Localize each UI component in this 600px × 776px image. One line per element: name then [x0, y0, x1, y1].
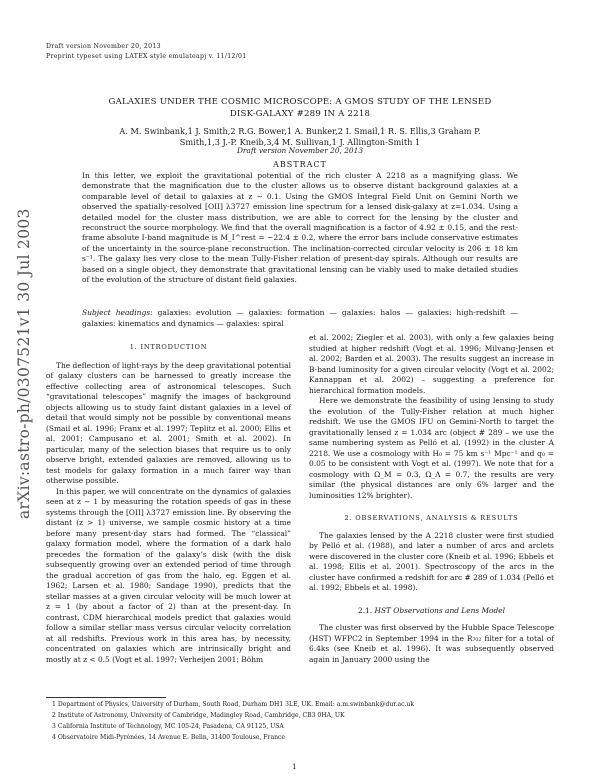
hst-subsection-number: 2.1.	[358, 605, 373, 615]
paper-title: GALAXIES UNDER THE COSMIC MICROSCOPE: A GMOS STUDY OF THE LENSED DISK-GALAXY #289 IN A 2218	[108, 97, 492, 119]
subject-headings	[82, 308, 518, 329]
hst-subsection-heading	[309, 606, 554, 617]
abstract-heading: ABSTRACT	[273, 160, 327, 169]
intro-paragraph-2: In this paper, we will concentrate on the dynamics of galaxies seen at z ∼ 1 by measuring the rotation speeds of gas in these systems through the [OII] λ3727 emission line. By observing the distant (z > 1) universe, we sample cosmic history at a time before many present-day stars had formed. The “classical” galaxy formation model, where the formation of a dark halo precedes the formation of the galaxy’s disk (with the disk subsequently growing over an extended period of time through the gradual accretion of gas from the halo, eg. Eggen et al. 1962; Larsen et al. 1980; Sandage 1990), predicts that the stellar masses at a given circular velocity will be much lower at z = 1 (by about a factor of 2) than at the present-day. In contrast, CDM hierarchical models predict that galaxies would follow a similar stellar mass versus circular velocity correlation at all redshifts. Previous work in this area has, by necessity, concentrated on galaxies which are intrinsically bright and mostly at z < 0.5 (Vogt et al. 1997; Verheijen 2001; Böhm	[46, 486, 291, 664]
observations-heading: 2. OBSERVATIONS, ANALYSIS & RESULTS	[344, 514, 519, 522]
footnote-rule	[46, 697, 166, 698]
intro-paragraph-1: The deflection of light-rays by the deep gravitational potential of galaxy clusters can be harnessed to greatly increase the effective collecting area of astronomical telescopes. Such “gravitational telescopes” magnify the images of background objects allowing us to study faint distant galaxies in a level of detail that would simply not be possible by conventional means (Smail et al. 1996; Franx et al. 1997; Teplitz et al. 2000; Ellis et al. 2001; Campusano et al. 2001; Smith et al. 2002). In particular, many of the selection biases that require us to only observe bright, extended galaxies are removed, allowing us to test models for galaxy formation in a much fairer way than otherwise possible.	[46, 360, 291, 485]
footnote-3: 3 California Institute of Technology, MC 105-24, Pasadena, CA 91125, USA	[52, 723, 284, 730]
right-paragraph-2: Here we demonstrate the feasibility of using lensing to study the evolution of the Tully-Fisher relation at much higher redshift. We use the GMOS IFU on Gemini-North to target the gravitationally lensed z = 1.034 arc (object # 289 – we use the same numbering system as Pelló et al. (1992) in the cluster A 2218. We use a cosmology with H₀ = 75 km s⁻¹ Mpc⁻¹ and q₀ = 0.05 to be consistent with Vogt et al. (1997). We note that for a cosmology with Ω_M = 0.3, Ω_Λ = 0.7, the results are very similar (the physical distances are only 6% larger and the luminosities 12% brighter).	[309, 396, 554, 500]
author-list: A. M. Swinbank,1 J. Smith,2 R.G. Bower,1 A. Bunker,2 I. Smail,1 R. S. Ellis,3 Graham P. Smith,1,3 J.-P. Kneib,3,4 M. Sullivan,1 J. Allington-Smith 1	[119, 126, 481, 147]
subject-headings-list: galaxies: evolution — galaxies: formation — galaxies: halos — galaxies: high-redshift — galaxies: kinematics and dynamics — galaxies: spiral	[82, 308, 518, 328]
running-header-preprint: Preprint typeset using LATEX style emulateapj v. 11/12/01	[46, 53, 247, 60]
footnote-1: 1 Department of Physics, University of Durham, South Road, Durham DH1 3LE, UK. Email: a.m.swinbank@dur.ac.uk	[52, 701, 415, 708]
footnote-4: 4 Observatoire Midi-Pyrénées, 14 Avenue E. Belin, 31400 Toulouse, France	[52, 734, 286, 741]
arxiv-stamp[interactable]: arXiv:astro-ph/0307521v1 30 Jul 2003	[15, 208, 33, 519]
right-column	[309, 333, 554, 665]
subject-headings-label: Subject headings:	[82, 308, 153, 317]
draft-date: Draft version November 20, 2013	[236, 146, 364, 155]
running-header-draft: Draft version November 20, 2013	[46, 43, 161, 50]
left-column	[46, 342, 291, 665]
right-paragraph-1: et al. 2002; Ziegler et al. 2003), with only a few galaxies being studied at higher redshift (Vogt et al. 1996; Milvang-Jensen et al. 2002; Barden et al. 2003). The results suggest an increase in B-band luminosity for a given circular velocity (Vogt et al. 2002; Kannappan et al. 2002) – suggesting a preference for hierarchical formation models.	[309, 333, 554, 395]
observations-paragraph-1: The galaxies lensed by the A 2218 cluster were first studied by Pelló et al. (1988), and later a number of arcs and arclets were discovered in the cluster core (Kneib et al. 1996; Ebbels et al. 1998; Ellis et al. 2001). Spectroscopy of the arcs in the cluster have confirmed a redshift for arc # 289 of 1.034 (Pelló et al. 1992; Ebbels et al. 1998).	[309, 530, 554, 592]
hst-paragraph-1: The cluster was first observed by the Hubble Space Telescope (HST) WFPC2 in September 1994 in the R₇₀₂ filter for a total of 6.4ks (see Kneib et al. 1996). It was subsequently observed again in January 2000 using the	[309, 623, 554, 664]
footnote-2: 2 Institute of Astronomy, University of Cambridge, Madingley Road, Cambridge, CB3 0HA, UK	[52, 712, 345, 719]
intro-heading: 1. INTRODUCTION	[129, 343, 208, 351]
hst-subsection-title: HST Observations and Lens Model	[374, 605, 505, 615]
abstract-text: In this letter, we exploit the gravitational potential of the rich cluster A 2218 as a magnifying glass. We demonstrate that the magnification due to the cluster allows us to observe distant background galaxies at a comparable level of detail to galaxies at z ∼ 0.1. Using the GMOS Integral Field Unit on Gemini North we observed the spatially-resolved [OII] λ3727 emission line spectrum for a lensed disk-galaxy at z=1.034. Using a detailed model for the cluster mass distribution, we are able to correct for the lensing by the cluster and reconstruct the source morphology. We find that the overall magnification is a factor of 4.92 ± 0.15, and the rest-frame absolute I-band magnitude is M_I^rest = −22.4 ± 0.2, where the error bars include conservative estimates of the uncertainty in the source-plane reconstruction. The inclination-corrected circular velocity is 206 ± 18 km s⁻¹. The galaxy lies very close to the mean Tully-Fisher relation of present-day spirals. Although our results are based on a single object, they demonstrate that gravitational lensing can be viably used to make detailed studies of the evolution of the structure of distant field galaxies.	[82, 171, 518, 285]
page-number: 1	[292, 762, 297, 771]
